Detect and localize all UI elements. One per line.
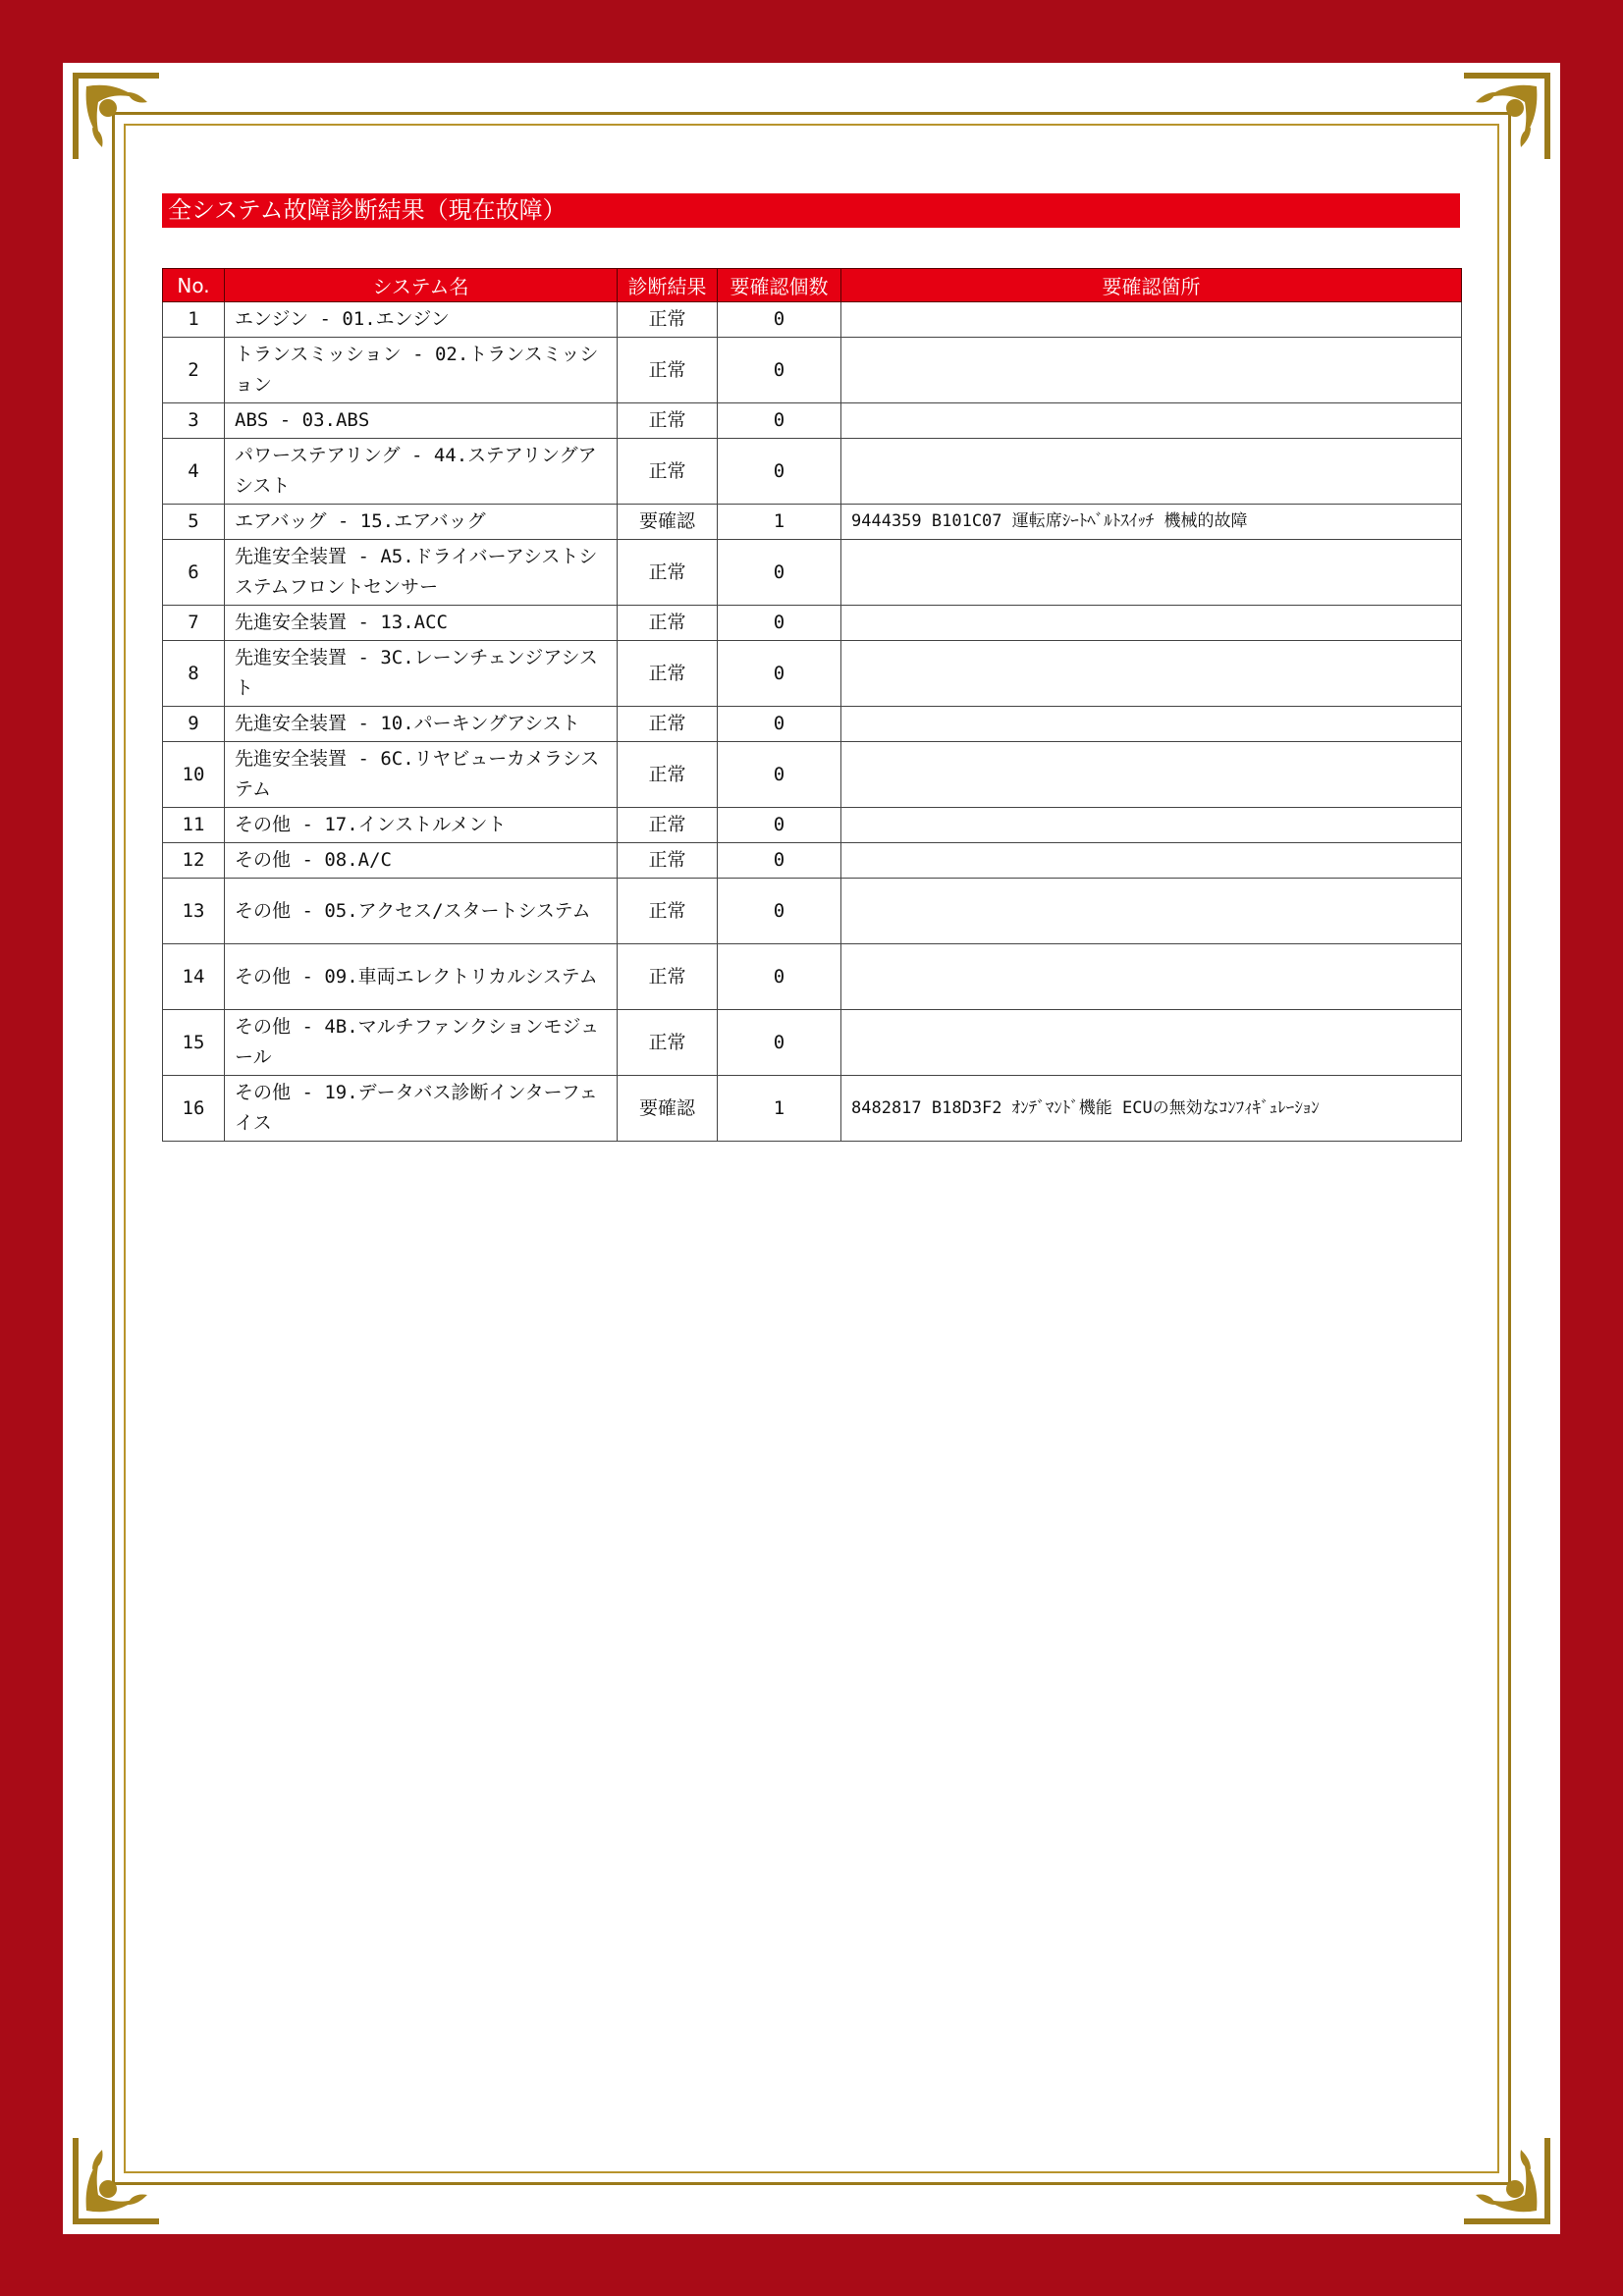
row-system-name: トランスミッション - 02.トランスミッション xyxy=(225,338,618,403)
table-row xyxy=(163,540,1462,606)
row-check-location xyxy=(841,403,1462,439)
row-system-name: その他 - 17.インストルメント xyxy=(225,808,618,843)
table-row xyxy=(163,944,1462,1010)
row-number: 15 xyxy=(163,1010,225,1076)
corner-ornament-icon xyxy=(69,69,163,163)
row-number: 11 xyxy=(163,808,225,843)
row-system-name: エンジン - 01.エンジン xyxy=(225,302,618,338)
table-row xyxy=(163,879,1462,944)
row-diagnosis-result: 正常 xyxy=(618,403,718,439)
row-number: 3 xyxy=(163,403,225,439)
row-check-count: 0 xyxy=(718,338,841,403)
row-system-name: ABS - 03.ABS xyxy=(225,403,618,439)
row-system-name: その他 - 08.A/C xyxy=(225,843,618,879)
row-check-location xyxy=(841,302,1462,338)
row-number: 2 xyxy=(163,338,225,403)
row-check-location xyxy=(841,742,1462,808)
header-check-location: 要確認箇所 xyxy=(841,269,1462,302)
table-row xyxy=(163,1010,1462,1076)
header-system-name: システム名 xyxy=(225,269,618,302)
row-check-location xyxy=(841,439,1462,505)
table-row xyxy=(163,338,1462,403)
row-diagnosis-result: 要確認 xyxy=(618,505,718,540)
row-check-count: 0 xyxy=(718,742,841,808)
table-row xyxy=(163,808,1462,843)
row-check-location: 9444359 B101C07 運転席ｼｰﾄﾍﾞﾙﾄｽｲｯﾁ 機械的故障 xyxy=(841,505,1462,540)
row-check-count: 0 xyxy=(718,439,841,505)
row-diagnosis-result: 正常 xyxy=(618,944,718,1010)
row-check-count: 0 xyxy=(718,540,841,606)
row-system-name: 先進安全装置 - A5.ドライバーアシストシステムフロントセンサー xyxy=(225,540,618,606)
row-check-location xyxy=(841,707,1462,742)
row-check-location xyxy=(841,606,1462,641)
row-diagnosis-result: 正常 xyxy=(618,1010,718,1076)
row-diagnosis-result: 正常 xyxy=(618,338,718,403)
row-system-name: 先進安全装置 - 13.ACC xyxy=(225,606,618,641)
table-row xyxy=(163,641,1462,707)
row-diagnosis-result: 正常 xyxy=(618,439,718,505)
row-check-location xyxy=(841,944,1462,1010)
table-row xyxy=(163,742,1462,808)
page-title: 全システム故障診断結果（現在故障） xyxy=(162,193,1460,228)
row-number: 8 xyxy=(163,641,225,707)
row-check-count: 0 xyxy=(718,641,841,707)
row-system-name: パワーステアリング - 44.ステアリングアシスト xyxy=(225,439,618,505)
header-diagnosis-result: 診断結果 xyxy=(618,269,718,302)
row-check-location xyxy=(841,808,1462,843)
row-number: 9 xyxy=(163,707,225,742)
row-system-name: 先進安全装置 - 6C.リヤビューカメラシステム xyxy=(225,742,618,808)
row-diagnosis-result: 正常 xyxy=(618,641,718,707)
row-check-count: 0 xyxy=(718,302,841,338)
row-check-count: 0 xyxy=(718,808,841,843)
row-system-name: 先進安全装置 - 10.パーキングアシスト xyxy=(225,707,618,742)
row-check-count: 0 xyxy=(718,1010,841,1076)
row-number: 1 xyxy=(163,302,225,338)
row-system-name: 先進安全装置 - 3C.レーンチェンジアシスト xyxy=(225,641,618,707)
row-system-name: その他 - 19.データバス診断インターフェイス xyxy=(225,1076,618,1142)
diagnosis-table-body xyxy=(163,302,1462,1142)
corner-ornament-icon xyxy=(69,2134,163,2228)
table-row xyxy=(163,606,1462,641)
row-system-name: その他 - 4B.マルチファンクションモジュール xyxy=(225,1010,618,1076)
table-row xyxy=(163,505,1462,540)
row-number: 6 xyxy=(163,540,225,606)
row-number: 14 xyxy=(163,944,225,1010)
row-number: 12 xyxy=(163,843,225,879)
row-diagnosis-result: 正常 xyxy=(618,808,718,843)
row-diagnosis-result: 正常 xyxy=(618,707,718,742)
row-check-count: 0 xyxy=(718,606,841,641)
row-check-count: 0 xyxy=(718,944,841,1010)
row-check-count: 0 xyxy=(718,843,841,879)
header-check-count: 要確認個数 xyxy=(718,269,841,302)
row-number: 13 xyxy=(163,879,225,944)
table-row xyxy=(163,403,1462,439)
row-check-count: 0 xyxy=(718,403,841,439)
row-diagnosis-result: 正常 xyxy=(618,843,718,879)
header-no: No. xyxy=(163,269,225,302)
table-row xyxy=(163,302,1462,338)
table-row xyxy=(163,439,1462,505)
row-check-count: 1 xyxy=(718,1076,841,1142)
corner-ornament-icon xyxy=(1460,69,1554,163)
corner-ornament-icon xyxy=(1460,2134,1554,2228)
row-number: 7 xyxy=(163,606,225,641)
row-check-count: 0 xyxy=(718,879,841,944)
row-diagnosis-result: 正常 xyxy=(618,540,718,606)
table-row xyxy=(163,843,1462,879)
row-number: 4 xyxy=(163,439,225,505)
row-check-location xyxy=(841,641,1462,707)
row-check-count: 0 xyxy=(718,707,841,742)
table-row xyxy=(163,707,1462,742)
row-system-name: その他 - 05.アクセス/スタートシステム xyxy=(225,879,618,944)
row-diagnosis-result: 正常 xyxy=(618,606,718,641)
row-check-location xyxy=(841,540,1462,606)
row-system-name: その他 - 09.車両エレクトリカルシステム xyxy=(225,944,618,1010)
table-header-row xyxy=(163,269,1462,302)
row-check-count: 1 xyxy=(718,505,841,540)
table-row xyxy=(163,1076,1462,1142)
row-diagnosis-result: 正常 xyxy=(618,879,718,944)
row-diagnosis-result: 要確認 xyxy=(618,1076,718,1142)
diagnosis-table xyxy=(162,268,1462,1142)
row-diagnosis-result: 正常 xyxy=(618,302,718,338)
row-check-location xyxy=(841,338,1462,403)
row-check-location xyxy=(841,1010,1462,1076)
row-check-location xyxy=(841,879,1462,944)
row-check-location: 8482817 B18D3F2 ｵﾝﾃﾞﾏﾝﾄﾞ機能 ECUの無効なｺﾝﾌｨｷﾞｭﾚｰｼｮﾝ xyxy=(841,1076,1462,1142)
row-number: 16 xyxy=(163,1076,225,1142)
row-number: 10 xyxy=(163,742,225,808)
row-system-name: エアバッグ - 15.エアバッグ xyxy=(225,505,618,540)
row-number: 5 xyxy=(163,505,225,540)
row-check-location xyxy=(841,843,1462,879)
row-diagnosis-result: 正常 xyxy=(618,742,718,808)
